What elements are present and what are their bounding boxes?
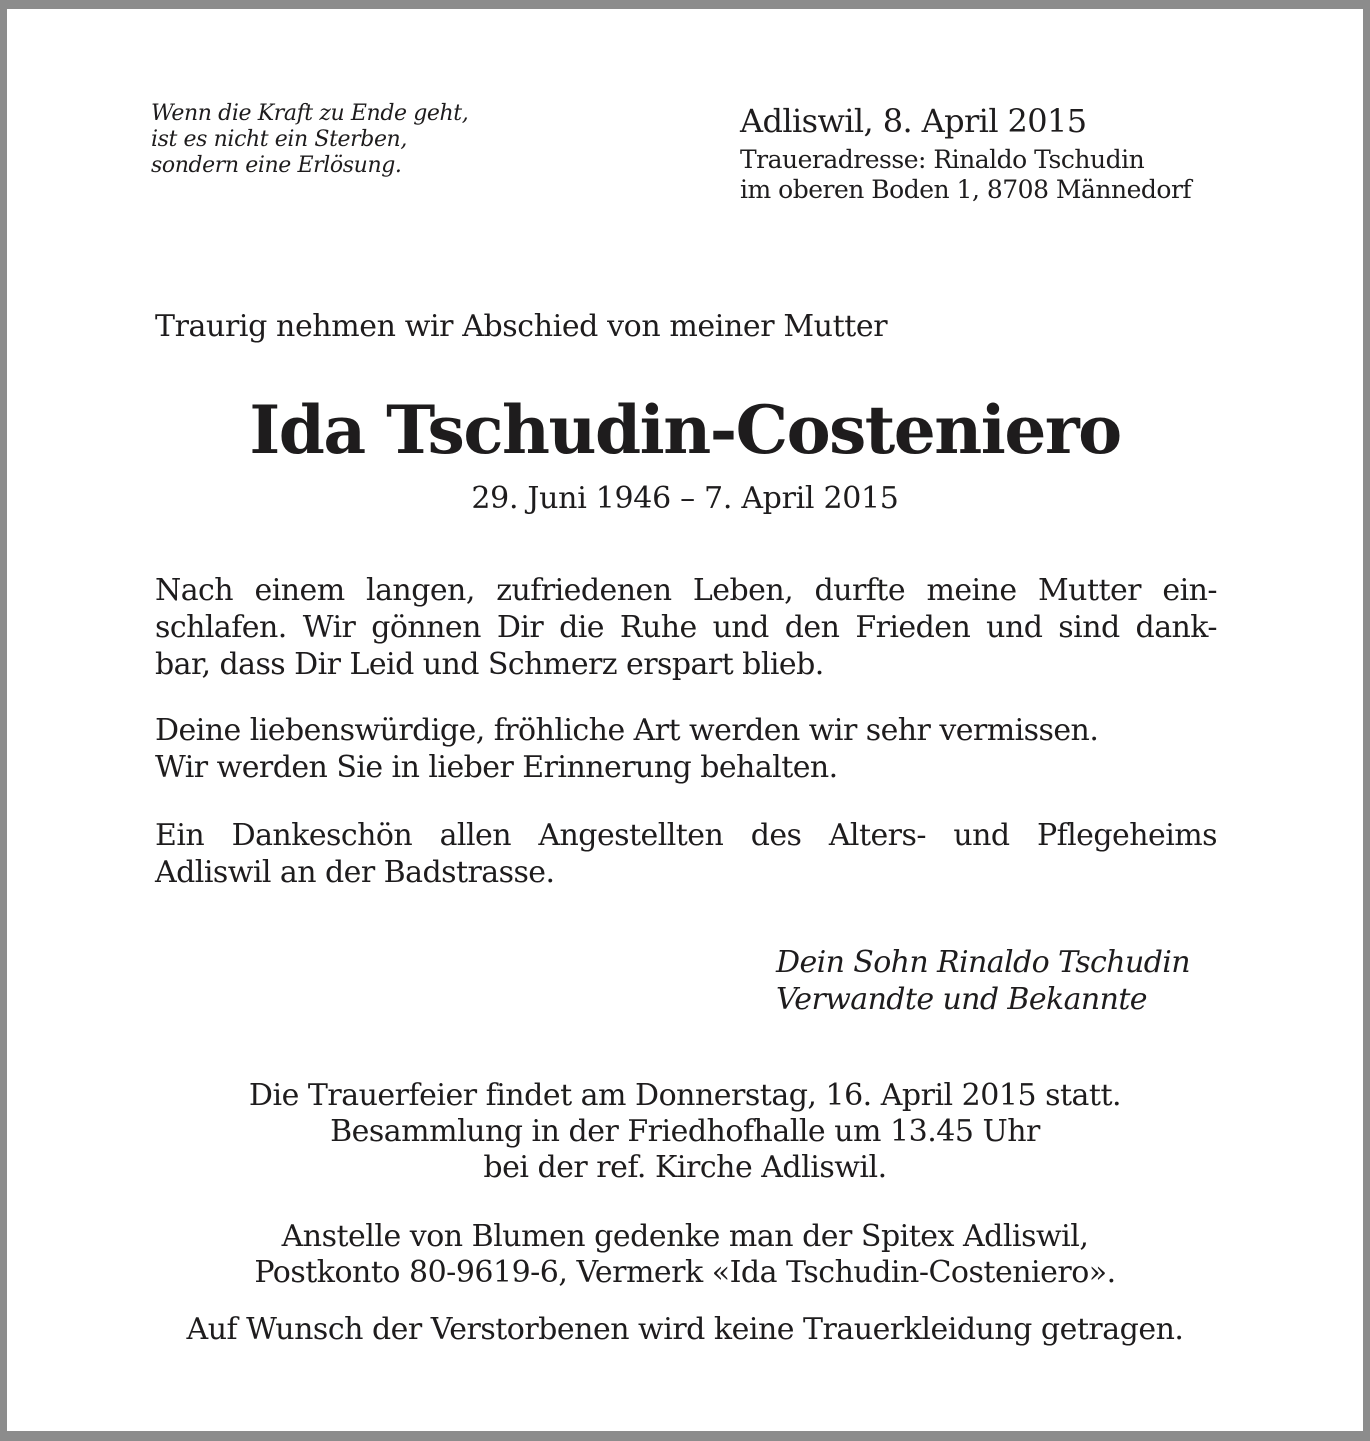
- paragraph-line: Ein Dankeschön allen Angestellten des Alters- und Pflegeheims: [155, 818, 1217, 853]
- ceremony-line: Die Trauerfeier findet am Donnerstag, 16. April 2015 statt.: [248, 1078, 1122, 1113]
- obituary-notice: [7, 9, 1363, 1431]
- dress-note: Auf Wunsch der Verstorbenen wird keine Trauerkleidung getragen.: [186, 1312, 1184, 1347]
- motto-line: sondern eine Erlösung.: [151, 153, 402, 178]
- address-line: Traueradresse: Rinaldo Tschudin: [740, 145, 1145, 174]
- paragraph-line: schlafen. Wir gönnen Dir die Ruhe und den Frieden und sind dank-: [155, 610, 1217, 645]
- motto-quote: [151, 101, 468, 179]
- donation-line: Anstelle von Blumen gedenke man der Spitex Adliswil,: [281, 1219, 1089, 1254]
- place-date: Adliswil, 8. April 2015: [740, 102, 1087, 140]
- signature-block: [776, 944, 1190, 1018]
- paragraph-line: Wir werden Sie in lieber Erinnerung behalten.: [155, 750, 838, 785]
- intro-line: Traurig nehmen wir Abschied von meiner Mutter: [155, 309, 888, 344]
- paragraph-thanks: [155, 817, 1217, 891]
- life-dates: 29. Juni 1946 – 7. April 2015: [471, 481, 899, 516]
- donation-info: [7, 1219, 1363, 1291]
- donation-line: Postkonto 80-9619-6, Vermerk «Ida Tschudin-Costeniero».: [254, 1255, 1116, 1290]
- paragraph-line: Adliswil an der Badstrasse.: [155, 855, 555, 890]
- signature-line: Verwandte und Bekannte: [776, 982, 1147, 1017]
- paragraph-line: Nach einem langen, zufriedenen Leben, durfte meine Mutter ein-: [155, 573, 1217, 608]
- motto-line: ist es nicht ein Sterben,: [151, 127, 407, 152]
- paragraph-line: Deine liebenswürdige, fröhliche Art werden wir sehr vermissen.: [155, 713, 1099, 748]
- signature-line: Dein Sohn Rinaldo Tschudin: [776, 945, 1191, 980]
- mourning-address: [740, 145, 1191, 205]
- paragraph-farewell: [155, 572, 1217, 683]
- address-line: im oberen Boden 1, 8708 Männedorf: [740, 175, 1192, 204]
- paragraph-memory: [155, 712, 1217, 786]
- deceased-name: Ida Tschudin-Costeniero: [249, 391, 1121, 469]
- ceremony-line: Besammlung in der Friedhofhalle um 13.45 Uhr: [330, 1114, 1040, 1149]
- motto-line: Wenn die Kraft zu Ende geht,: [151, 101, 469, 126]
- paragraph-line: bar, dass Dir Leid und Schmerz erspart blieb.: [155, 647, 824, 682]
- ceremony-line: bei der ref. Kirche Adliswil.: [483, 1150, 887, 1185]
- ceremony-info: [7, 1078, 1363, 1186]
